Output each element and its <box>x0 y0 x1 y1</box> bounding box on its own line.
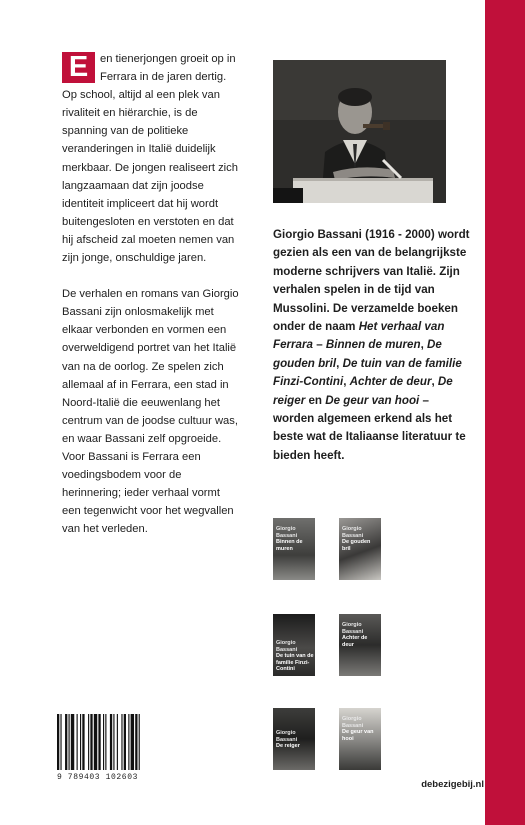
barcode-bar <box>77 714 78 770</box>
barcode-number: 9 789403 102603 <box>57 773 139 782</box>
cover-title: Achter de deur <box>342 635 368 648</box>
barcode-bar <box>139 714 140 770</box>
barcode <box>57 714 178 770</box>
blurb-paragraph-1-text: en tienerjongen groeit op in Ferrara in de jaren dertig. Op school, altijd al een plek van rivaliteit en hiërarchie, is de spanning van de politieke veranderingen in Italië duidelijk merkbaar. De jongen realiseert zich langzaamaan dat zijn joodse identiteit impliceert dat hij wordt buitengesloten en verstoten en dat hij afscheid zal moeten nemen van zijn jonge, onschuldige jaren. <box>62 53 238 265</box>
dropcap-letter: E <box>62 52 95 83</box>
barcode-bar <box>60 714 61 770</box>
book-title-4: Achter de deur <box>349 375 432 389</box>
book-title-5: De reiger <box>273 375 453 407</box>
barcode-bar <box>103 714 104 770</box>
bio-separator: , <box>343 375 350 389</box>
cover-author: Giorgio Bassani <box>276 526 298 539</box>
author-bio <box>273 226 473 465</box>
publisher-website: debezigebij.nl <box>421 779 484 790</box>
barcode-bar <box>105 714 106 770</box>
barcode-bar <box>69 714 70 770</box>
barcode-bar <box>121 714 122 770</box>
cover-author: Giorgio Bassani <box>342 622 364 635</box>
barcode-bar <box>82 714 84 770</box>
cover-author: Giorgio Bassani <box>276 730 298 743</box>
bio-separator: , <box>336 356 343 370</box>
red-spine-band <box>485 0 525 825</box>
barcode-bar <box>117 714 118 770</box>
book-cover <box>273 518 315 580</box>
cover-author: Giorgio Bassani <box>342 526 364 539</box>
bio-text-part2: – worden algemeen erkend als het beste wat de Italiaanse literatuur te bieden heeft. <box>273 393 466 462</box>
blurb-text <box>62 50 240 556</box>
book-cover <box>273 614 315 676</box>
cover-title: Binnen de muren <box>276 539 303 552</box>
blurb-paragraph-2: De verhalen en romans van Giorgio Bassani zijn onlosmakelijk met elkaar verbonden en vormen een overweldigend portret van het Italië van na de oorlog. Ze spelen zich allemaal af in Ferrara, een stad in Noord-Italië die eeuwenlang het centrum van de joodse cultuur was, en waar Bassani zelf opgroeide. Voor Bassani is Ferrara een voedingsbodem voor de herinnering; ieder verhaal vormt een tegenwicht voor het wegvallen van het verleden. <box>62 288 239 536</box>
barcode-bar <box>128 714 129 770</box>
cover-title: De gouden bril <box>342 539 371 552</box>
barcode-bar <box>90 714 92 770</box>
cover-title: De tuin van de familie Finzi-Contini <box>276 653 314 672</box>
author-bio-text <box>273 226 473 465</box>
barcode-bar <box>110 714 112 770</box>
barcode-bar <box>80 714 81 770</box>
book-cover <box>273 708 315 770</box>
bio-separator: , <box>420 338 428 352</box>
cover-title: De geur van hooi <box>342 729 374 742</box>
cover-title: De reiger <box>276 743 300 749</box>
barcode-bar <box>98 714 100 770</box>
cover-author: Giorgio Bassani <box>342 716 364 729</box>
bio-separator: , <box>431 375 438 389</box>
barcode-bar <box>57 714 59 770</box>
book-cover <box>339 518 381 580</box>
bio-separator: en <box>305 393 326 407</box>
barcode-bar <box>88 714 89 770</box>
barcode-bar <box>124 714 126 770</box>
series-title: Het verhaal van Ferrara <box>273 320 445 352</box>
blurb-paragraph-1 <box>62 50 240 267</box>
barcode-bar <box>131 714 134 770</box>
book-title-1: Binnen de muren <box>325 338 421 352</box>
barcode-bar <box>71 714 74 770</box>
author-photo-image <box>273 60 446 203</box>
book-title-6: De geur van hooi <box>325 393 420 407</box>
book-title-3: De tuin van de familie Finzi-Contini <box>273 356 462 389</box>
author-photo <box>273 60 446 203</box>
book-cover <box>339 614 381 676</box>
cover-author: Giorgio Bassani <box>276 640 298 653</box>
barcode-bar <box>135 714 137 770</box>
bio-text-part1: Giorgio Bassani (1916 - 2000) wordt gezien als een van de belangrijkste moderne schrijvers van Italië. Zijn verhalen spelen in de tijd van Mussolini. De verzamelde boeken onder de naam <box>273 228 470 334</box>
book-title-2: De gouden bril <box>273 338 442 370</box>
barcode-bar <box>65 714 67 770</box>
barcode-bar <box>94 714 97 770</box>
book-cover <box>339 708 381 770</box>
barcode-bar <box>113 714 114 770</box>
bio-separator: – <box>312 338 326 352</box>
